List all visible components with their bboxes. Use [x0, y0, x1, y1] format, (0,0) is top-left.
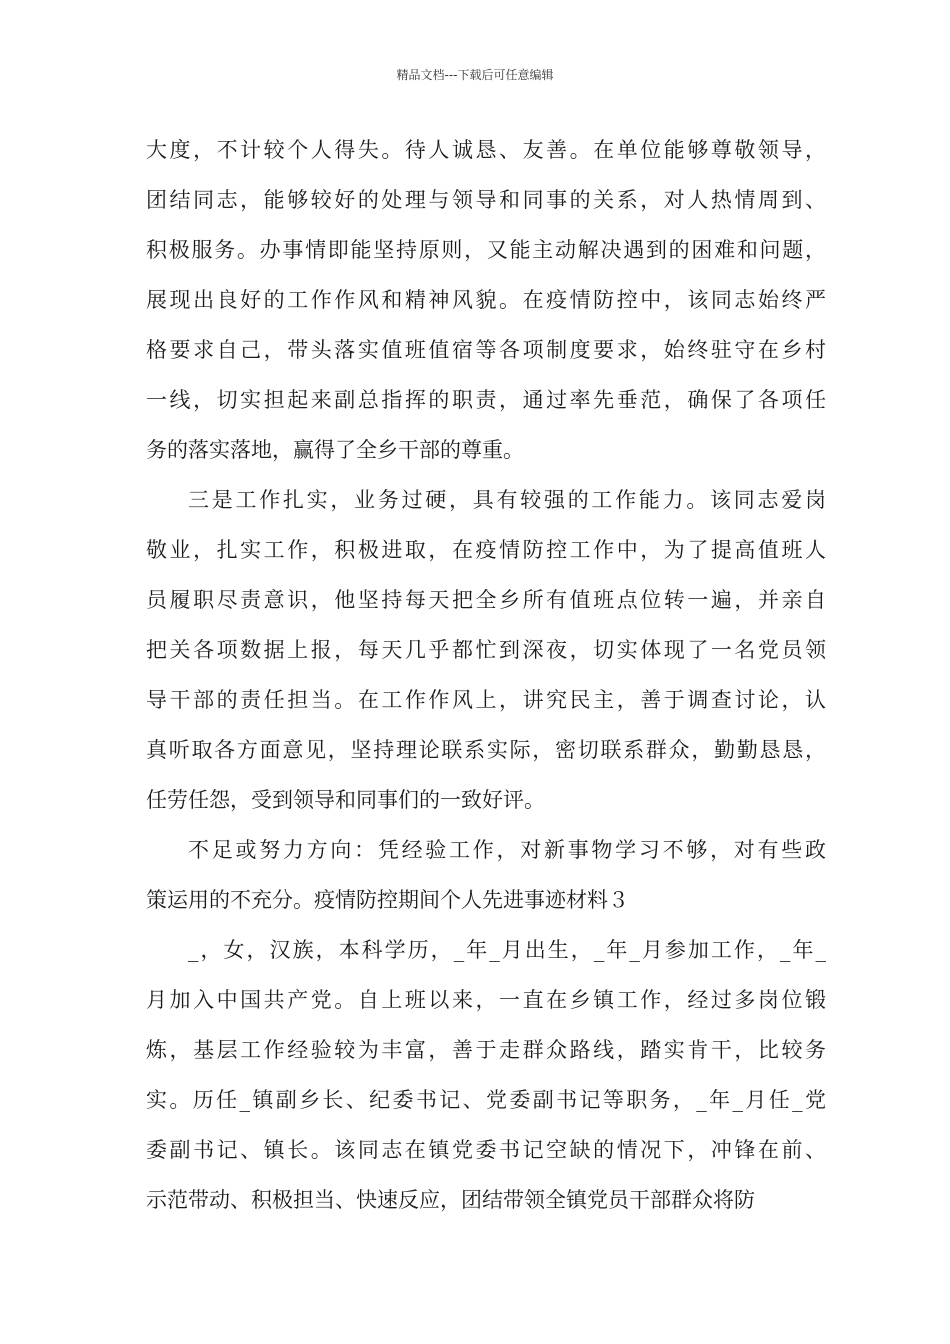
paragraph-1	[146, 128, 826, 478]
text-line: 团结同志，能够较好的处理与领导和同事的关系，对人热情周到、	[146, 188, 826, 212]
text-line: 策运用的不充分。疫情防控期间个人先进事迹材料３	[146, 888, 629, 912]
document-body	[146, 128, 826, 1228]
text-line: 一线，切实担起来副总指挥的职责，通过率先垂范，确保了各项任	[146, 388, 826, 412]
page-header: 精品文档---下载后可任意编辑	[396, 68, 554, 82]
paragraph-4	[146, 928, 826, 1228]
text-line: 不足或努力方向：凭经验工作，对新事物学习不够，对有些政	[188, 838, 826, 862]
text-line: 真听取各方面意见，坚持理论联系实际，密切联系群众，勤勤恳恳，	[146, 738, 826, 762]
text-line: 导干部的责任担当。在工作作风上，讲究民主，善于调查讨论，认	[146, 688, 826, 712]
text-line: 积极服务。办事情即能坚持原则，又能主动解决遇到的困难和问题，	[146, 238, 826, 262]
paragraph-3	[146, 828, 826, 928]
text-line: 月加入中国共产党。自上班以来，一直在乡镇工作，经过多岗位锻	[146, 988, 826, 1012]
text-line: 格要求自己，带头落实值班值宿等各项制度要求，始终驻守在乡村	[146, 338, 826, 362]
text-line: _，女，汉族，本科学历，_年_月出生，_年_月参加工作，_年_	[188, 938, 826, 962]
text-line: 三是工作扎实，业务过硬，具有较强的工作能力。该同志爱岗	[188, 488, 826, 512]
text-line: 实。历任_镇副乡长、纪委书记、党委副书记等职务，_年_月任_党	[146, 1088, 826, 1112]
text-line: 大度，不计较个人得失。待人诚恳、友善。在单位能够尊敬领导，	[146, 138, 826, 162]
text-line: 展现出良好的工作作风和精神风貌。在疫情防控中，该同志始终严	[146, 288, 826, 312]
text-line: 把关各项数据上报，每天几乎都忙到深夜，切实体现了一名党员领	[146, 638, 826, 662]
text-line: 炼，基层工作经验较为丰富，善于走群众路线，踏实肯干，比较务	[146, 1038, 826, 1062]
text-line: 员履职尽责意识，他坚持每天把全乡所有值班点位转一遍，并亲自	[146, 588, 826, 612]
paragraph-2	[146, 478, 826, 828]
text-line: 敬业，扎实工作，积极进取，在疫情防控工作中，为了提高值班人	[146, 538, 826, 562]
text-line: 任劳任怨，受到领导和同事们的一致好评。	[146, 788, 545, 812]
text-line: 委副书记、镇长。该同志在镇党委书记空缺的情况下，冲锋在前、	[146, 1138, 826, 1162]
text-line: 示范带动、积极担当、快速反应，团结带领全镇党员干部群众将防	[146, 1188, 755, 1212]
text-line: 务的落实落地，赢得了全乡干部的尊重。	[146, 438, 524, 462]
